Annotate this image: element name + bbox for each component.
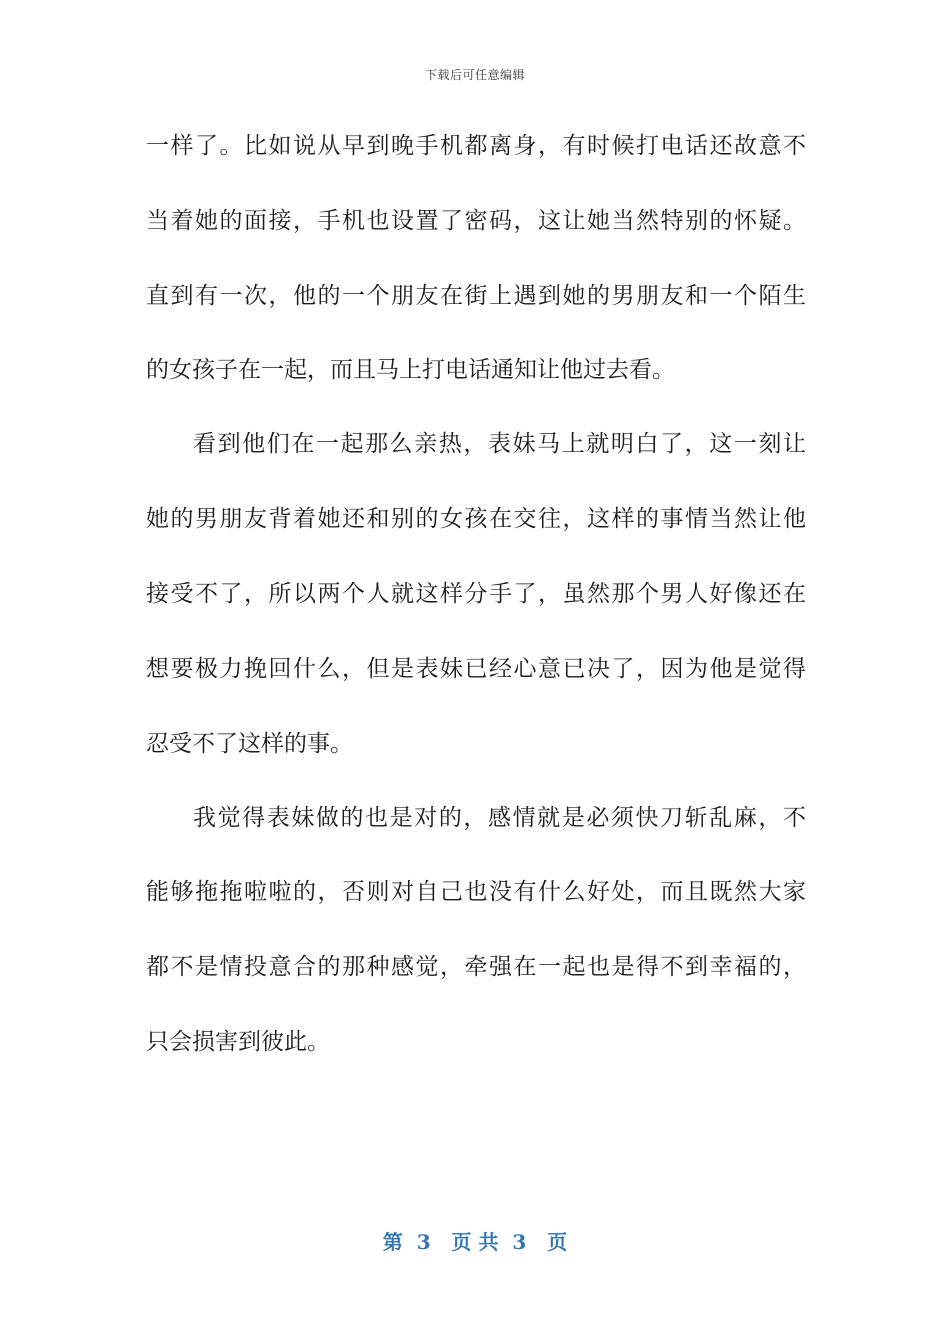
text-line: 想要极力挽回什么，但是表妹已经心意已决了，因为他是觉得 bbox=[146, 656, 806, 682]
text-line: 接受不了，所以两个人就这样分手了，虽然那个男人好像还在 bbox=[146, 581, 806, 607]
text-line: 的女孩子在一起，而且马上打电话通知让他过去看。 bbox=[146, 357, 675, 383]
paragraph-first-line: 看到他们在一起那么亲热，表妹马上就明白了，这一刻让 bbox=[193, 431, 806, 457]
text-line: 她的男朋友背着她还和别的女孩在交往，这样的事情当然让他 bbox=[146, 506, 806, 532]
text-line: 能够拖拖啦啦的，否则对自己也没有什么好处，而且既然大家 bbox=[146, 879, 806, 905]
text-line: 忍受不了这样的事。 bbox=[146, 731, 353, 757]
text-line: 只会损害到彼此。 bbox=[146, 1029, 330, 1055]
paragraph-first-line: 我觉得表妹做的也是对的，感情就是必须快刀斩乱麻，不 bbox=[193, 805, 806, 831]
text-line: 直到有一次，他的一个朋友在街上遇到她的男朋友和一个陌生 bbox=[146, 283, 806, 309]
text-line: 都不是情投意合的那种感觉，牵强在一起也是得不到幸福的， bbox=[146, 954, 806, 980]
text-line: 一样了。比如说从早到晚手机都离身，有时候打电话还故意不 bbox=[146, 133, 806, 159]
page-header: 下载后可任意编辑 bbox=[424, 68, 525, 82]
text-line: 当着她的面接，手机也设置了密码，这让她当然特别的怀疑。 bbox=[146, 208, 806, 234]
page-number-footer: 第 3 页 共 3 页 bbox=[382, 1230, 568, 1254]
